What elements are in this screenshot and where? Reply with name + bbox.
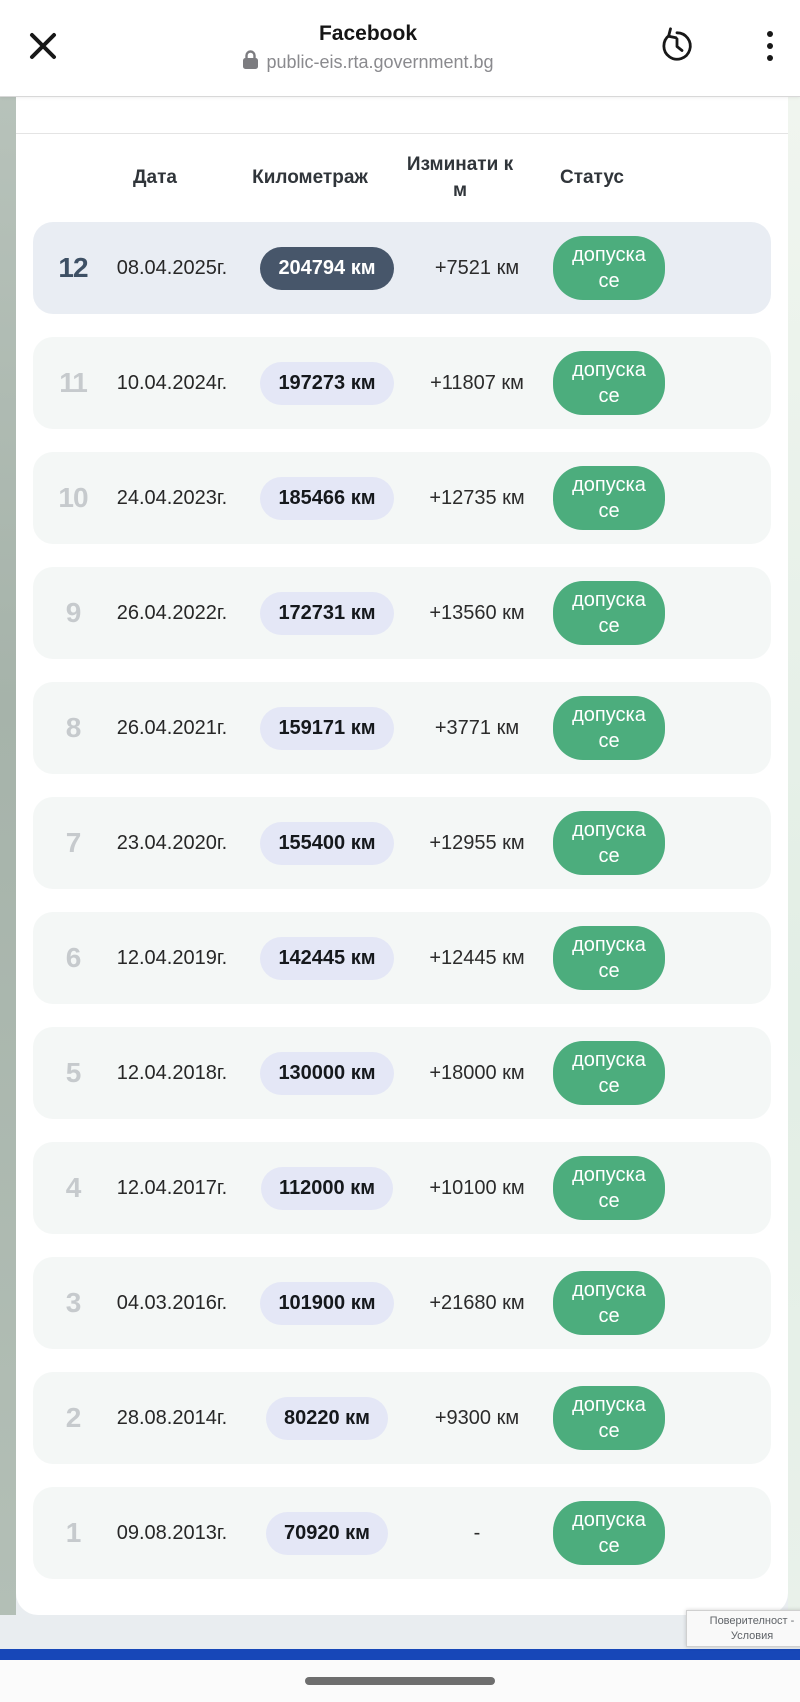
row-index: 12 — [58, 252, 88, 283]
gesture-bar-area — [0, 1660, 800, 1702]
table-row — [33, 222, 771, 314]
table-row — [33, 797, 771, 889]
row-index: 4 — [65, 1172, 81, 1203]
traveled-km: +13560 км — [429, 601, 525, 624]
row-index: 1 — [65, 1517, 81, 1548]
history-clock-icon — [656, 25, 698, 72]
traveled-km: +10100 км — [429, 1176, 525, 1199]
traveled-km: +9300 км — [434, 1406, 520, 1429]
status-badge: допуска се — [553, 696, 665, 760]
table-row — [33, 567, 771, 659]
column-header-status: Статус — [559, 167, 625, 188]
odometer-badge: 142445 км — [260, 937, 393, 980]
row-index: 11 — [59, 367, 87, 398]
close-icon — [25, 28, 61, 69]
inspection-date: 12.04.2018г. — [116, 1061, 228, 1084]
table-header-row — [16, 134, 788, 222]
odometer-badge: 112000 км — [261, 1167, 393, 1210]
traveled-km: +18000 км — [429, 1061, 525, 1084]
status-badge: допуска се — [553, 811, 665, 875]
table-row — [33, 1142, 771, 1234]
odometer-badge: 159171 км — [260, 707, 393, 750]
status-badge: допуска се — [553, 1386, 665, 1450]
inspection-date: 12.04.2019г. — [116, 946, 228, 969]
inspection-date: 09.08.2013г. — [116, 1521, 228, 1544]
browser-top-bar — [0, 0, 800, 97]
odometer-badge: 172731 км — [260, 592, 393, 635]
overflow-menu-button[interactable] — [766, 29, 774, 68]
status-badge: допуска се — [553, 581, 665, 645]
inspection-date: 12.04.2017г. — [116, 1176, 228, 1199]
page-edge-left — [0, 97, 16, 1615]
footer-gray-strip — [0, 1615, 800, 1649]
bottom-blue-bar — [0, 1649, 800, 1660]
inspection-rows — [16, 222, 788, 1579]
traveled-km: - — [473, 1521, 481, 1544]
table-row — [33, 1372, 771, 1464]
inspection-date: 10.04.2024г. — [116, 371, 228, 394]
inspection-date: 26.04.2022г. — [116, 601, 228, 624]
page-title: Facebook — [318, 21, 418, 45]
home-indicator[interactable] — [305, 1677, 495, 1685]
odometer-badge: 80220 км — [266, 1397, 388, 1440]
status-badge: допуска се — [553, 1041, 665, 1105]
odometer-badge: 204794 км — [260, 247, 393, 290]
inspection-date: 04.03.2016г. — [116, 1291, 228, 1314]
odometer-badge: 130000 км — [260, 1052, 393, 1095]
status-badge: допуска се — [553, 1156, 665, 1220]
status-badge: допуска се — [553, 1501, 665, 1565]
inspection-date: 08.04.2025г. — [116, 256, 228, 279]
status-badge: допуска се — [553, 351, 665, 415]
table-row — [33, 1487, 771, 1579]
column-header-traveled: Изминати к м — [406, 154, 514, 201]
row-index: 6 — [65, 942, 81, 973]
row-index: 10 — [58, 482, 88, 513]
traveled-km: +7521 км — [434, 256, 520, 279]
odometer-badge: 155400 км — [260, 822, 393, 865]
odometer-badge: 101900 км — [260, 1282, 393, 1325]
table-row — [33, 337, 771, 429]
status-badge: допуска се — [553, 1271, 665, 1335]
status-badge: допуска се — [553, 926, 665, 990]
row-index: 2 — [65, 1402, 81, 1433]
row-index: 8 — [65, 712, 81, 743]
traveled-km: +12955 км — [429, 831, 525, 854]
table-row — [33, 1027, 771, 1119]
table-row — [33, 912, 771, 1004]
odometer-badge: 70920 км — [266, 1512, 388, 1555]
traveled-km: +21680 км — [429, 1291, 525, 1314]
table-row — [33, 452, 771, 544]
page-edge-right — [788, 97, 800, 1615]
site-identity — [86, 21, 650, 75]
url-text: public-eis.rta.government.bg — [266, 52, 494, 73]
odometer-badge: 185466 км — [260, 477, 393, 520]
column-header-date: Дата — [133, 167, 177, 188]
status-badge: допуска се — [553, 236, 665, 300]
inspection-date: 26.04.2021г. — [116, 716, 228, 739]
traveled-km: +3771 км — [434, 716, 520, 739]
odometer-badge: 197273 км — [260, 362, 393, 405]
inspection-date: 24.04.2023г. — [116, 486, 228, 509]
three-dots-vertical-icon — [766, 29, 774, 68]
lock-icon — [242, 50, 259, 75]
recaptcha-privacy-terms[interactable]: Поверителност - Условия — [686, 1610, 800, 1647]
status-badge: допуска се — [553, 466, 665, 530]
traveled-km: +12445 км — [429, 946, 525, 969]
inspection-date: 28.08.2014г. — [116, 1406, 228, 1429]
row-index: 3 — [65, 1287, 81, 1318]
traveled-km: +12735 км — [429, 486, 525, 509]
inspection-date: 23.04.2020г. — [116, 831, 228, 854]
history-button[interactable] — [656, 25, 698, 72]
column-header-odometer: Километраж — [252, 167, 368, 188]
page-background — [0, 97, 800, 1615]
table-row — [33, 682, 771, 774]
close-button[interactable] — [0, 28, 86, 69]
table-row — [33, 1257, 771, 1349]
row-index: 9 — [65, 597, 81, 628]
inspection-history-card — [16, 97, 788, 1615]
row-index: 7 — [65, 827, 81, 858]
traveled-km: +11807 км — [430, 371, 524, 394]
row-index: 5 — [65, 1057, 81, 1088]
